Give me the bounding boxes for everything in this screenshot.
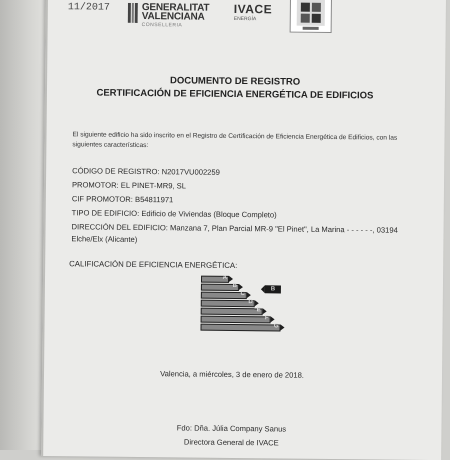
energy-rating-indicator: B (265, 285, 281, 293)
signatory-name: Fdo: Dña. Júlia Company Sanus (176, 423, 287, 434)
calificacion-label: CALIFICACIÓN DE EFICIENCIA ENERGÉTICA: (69, 259, 238, 271)
promotor-field: PROMOTOR: EL PINET-MR9, SL (71, 180, 187, 191)
energy-band-f: F (201, 316, 271, 324)
energy-band-d: D (201, 300, 255, 308)
generalitat-logo (128, 1, 228, 28)
generalitat-mark-icon (128, 3, 138, 23)
tipo-field: TIPO DE EDIFICIO: Edificio de Viviendas (Bloque Completo) (71, 208, 277, 220)
energy-band-b: B (201, 284, 239, 291)
document-page (41, 0, 446, 460)
scanner-edge (0, 0, 48, 450)
ivace-logo: IVACE ENERGÍA (233, 1, 273, 23)
signatory-title: Directora General de IVACE (183, 437, 279, 448)
date-stamp: 11/2017 (67, 2, 110, 14)
energy-band-a: A (201, 276, 229, 283)
generalitat-name: GENERALITAT VALENCIANA (141, 2, 210, 23)
date-line: Valencia, a miércoles, 3 de enero de 2018. (160, 369, 304, 380)
intro-paragraph: El siguiente edificio ha sido inscrito en el Registro de Certificación de Eficiencia Energética de Edificios, con las siguientes características: (72, 131, 398, 150)
document-title: DOCUMENTO DE REGISTRO (169, 75, 301, 88)
document-subtitle: CERTIFICACIÓN DE EFICIENCIA ENERGÉTICA DE EDIFICIOS (96, 87, 374, 102)
registro-field: CÓDIGO DE REGISTRO: N2017VU002259 (72, 166, 220, 177)
cif-field: CIF PROMOTOR: B54811971 (71, 194, 174, 205)
coat-of-arms-icon (290, 0, 332, 33)
generalitat-sub: CONSELLERIA (141, 22, 183, 29)
energy-band-c: C (201, 292, 247, 299)
energy-band-g: G (200, 324, 280, 332)
energy-band-e: E (201, 308, 263, 316)
direccion-field: DIRECCIÓN DEL EDIFICIO: Manzana 7, Plan Parcial MR-9 "El Pinet", La Marina - - - - - -, 03194 Elche/Elx (Alicante) (71, 222, 398, 244)
